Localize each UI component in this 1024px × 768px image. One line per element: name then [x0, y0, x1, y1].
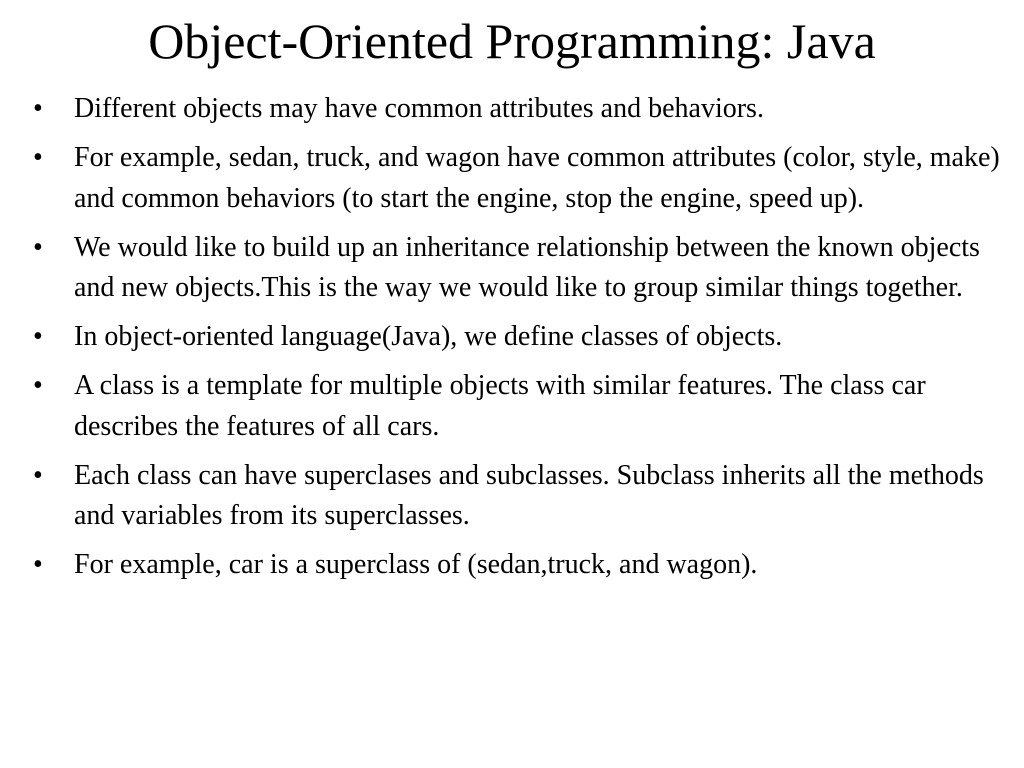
- bullet-item: [0, 456, 1010, 537]
- bullet-icon: [33, 228, 53, 269]
- bullet-icon: [33, 317, 53, 358]
- bullet-item: [0, 366, 1010, 447]
- bullet-text: Different objects may have common attributes and behaviors.: [74, 93, 764, 124]
- bullet-text: In object-oriented language(Java), we define classes of objects.: [74, 321, 783, 352]
- bullet-text: A class is a template for multiple objects with similar features. The class car describes the features of all cars.: [74, 370, 926, 442]
- bullet-text: For example, sedan, truck, and wagon have common attributes (color, style, make) and common behaviors (to start the engine, stop the engine, speed up).: [74, 142, 1000, 214]
- bullet-item: [0, 228, 1010, 309]
- slide-title: Object-Oriented Programming: Java: [148, 13, 876, 69]
- bullet-text: We would like to build up an inheritance relationship between the known objects and new objects.This is the way we would like to group similar things together.: [74, 231, 980, 303]
- bullet-icon: [33, 89, 53, 130]
- bullet-item: [0, 138, 1010, 219]
- bullet-list: [0, 89, 1010, 594]
- bullet-icon: [33, 138, 53, 179]
- bullet-icon: [33, 366, 53, 407]
- bullet-item: [0, 545, 1010, 586]
- bullet-icon: [33, 456, 53, 497]
- bullet-item: [0, 317, 1010, 358]
- bullet-item: [0, 89, 1010, 130]
- bullet-text: Each class can have superclases and subclasses. Subclass inherits all the methods and variables from its superclasses.: [74, 459, 984, 531]
- bullet-text: For example, car is a superclass of (sedan,truck, and wagon).: [74, 549, 758, 580]
- bullet-icon: [33, 545, 53, 586]
